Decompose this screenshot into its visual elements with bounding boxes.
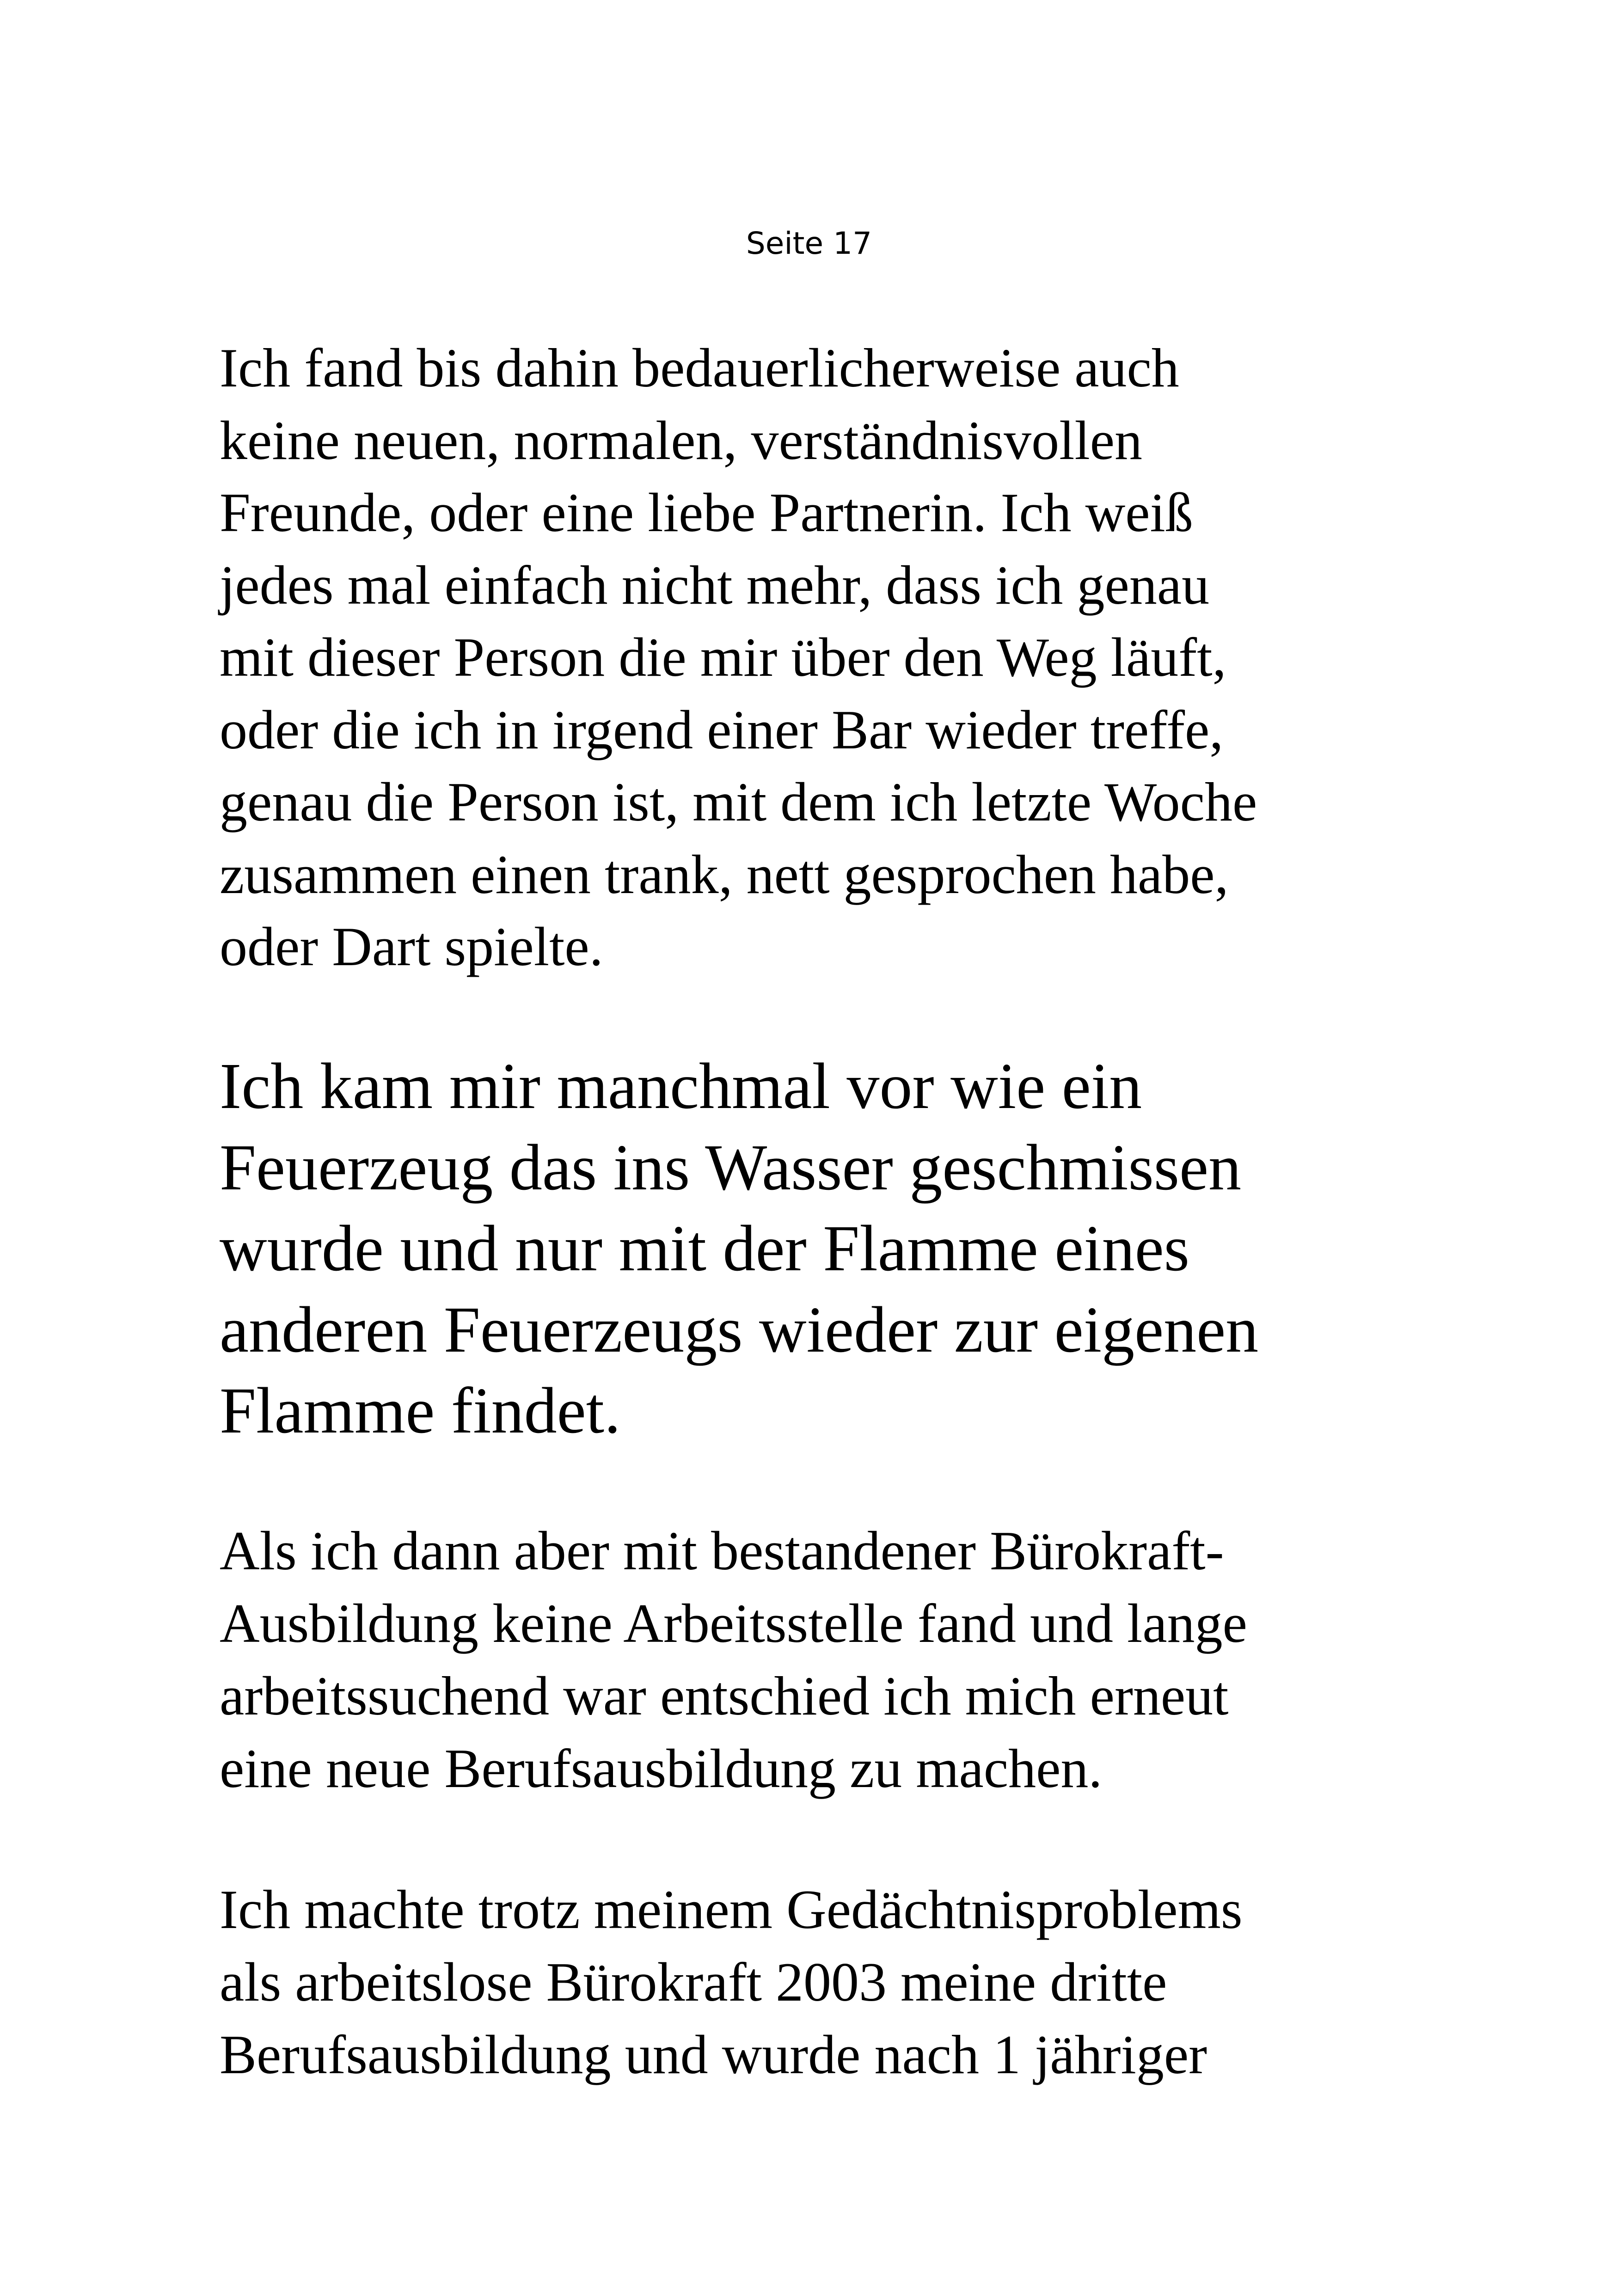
paragraph-line: Berufsausbildung und wurde nach 1 jähriger bbox=[220, 2024, 1207, 2085]
paragraph-line: keine neuen, normalen, verständnisvollen bbox=[220, 409, 1143, 471]
page-number: Seite 17 bbox=[746, 226, 872, 261]
paragraph-line: Als ich dann aber mit bestandener Bürokraft- bbox=[220, 1520, 1224, 1581]
paragraph-4 bbox=[220, 1873, 1560, 2091]
paragraph-line: zusammen einen trank, nett gesprochen habe, bbox=[220, 843, 1229, 905]
paragraph-line: wurde und nur mit der Flamme eines bbox=[220, 1212, 1189, 1285]
paragraph-1 bbox=[220, 332, 1560, 983]
paragraph-line: oder die ich in irgend einer Bar wieder treffe, bbox=[220, 698, 1224, 760]
paragraph-line: genau die Person ist, mit dem ich letzte Woche bbox=[220, 771, 1257, 833]
paragraph-line: oder Dart spielte. bbox=[220, 916, 603, 977]
paragraph-line: mit dieser Person die mir über den Weg läuft, bbox=[220, 626, 1226, 688]
paragraph-line: Feuerzeug das ins Wasser geschmissen bbox=[220, 1130, 1242, 1204]
paragraph-line: arbeitssuchend war entschied ich mich erneut bbox=[220, 1665, 1229, 1727]
paragraph-line: Ausbildung keine Arbeitsstelle fand und lange bbox=[220, 1592, 1247, 1654]
paragraph-line: als arbeitslose Bürokraft 2003 meine dritte bbox=[220, 1951, 1167, 2013]
paragraph-line: Ich kam mir manchmal vor wie ein bbox=[220, 1049, 1142, 1122]
paragraph-3 bbox=[220, 1514, 1560, 1805]
paragraph-line: jedes mal einfach nicht mehr, dass ich genau bbox=[220, 554, 1210, 616]
paragraph-line: Freunde, oder eine liebe Partnerin. Ich weiß bbox=[220, 482, 1193, 543]
paragraph-2 bbox=[220, 1046, 1560, 1451]
paragraph-line: Ich machte trotz meinem Gedächtnisproblems bbox=[220, 1879, 1243, 1940]
paragraph-line: Ich fand bis dahin bedauerlicherweise auch bbox=[220, 337, 1179, 398]
paragraph-line: Flamme findet. bbox=[220, 1374, 621, 1447]
paragraph-line: anderen Feuerzeugs wieder zur eigenen bbox=[220, 1292, 1259, 1366]
paragraph-line: eine neue Berufsausbildung zu machen. bbox=[220, 1738, 1103, 1799]
